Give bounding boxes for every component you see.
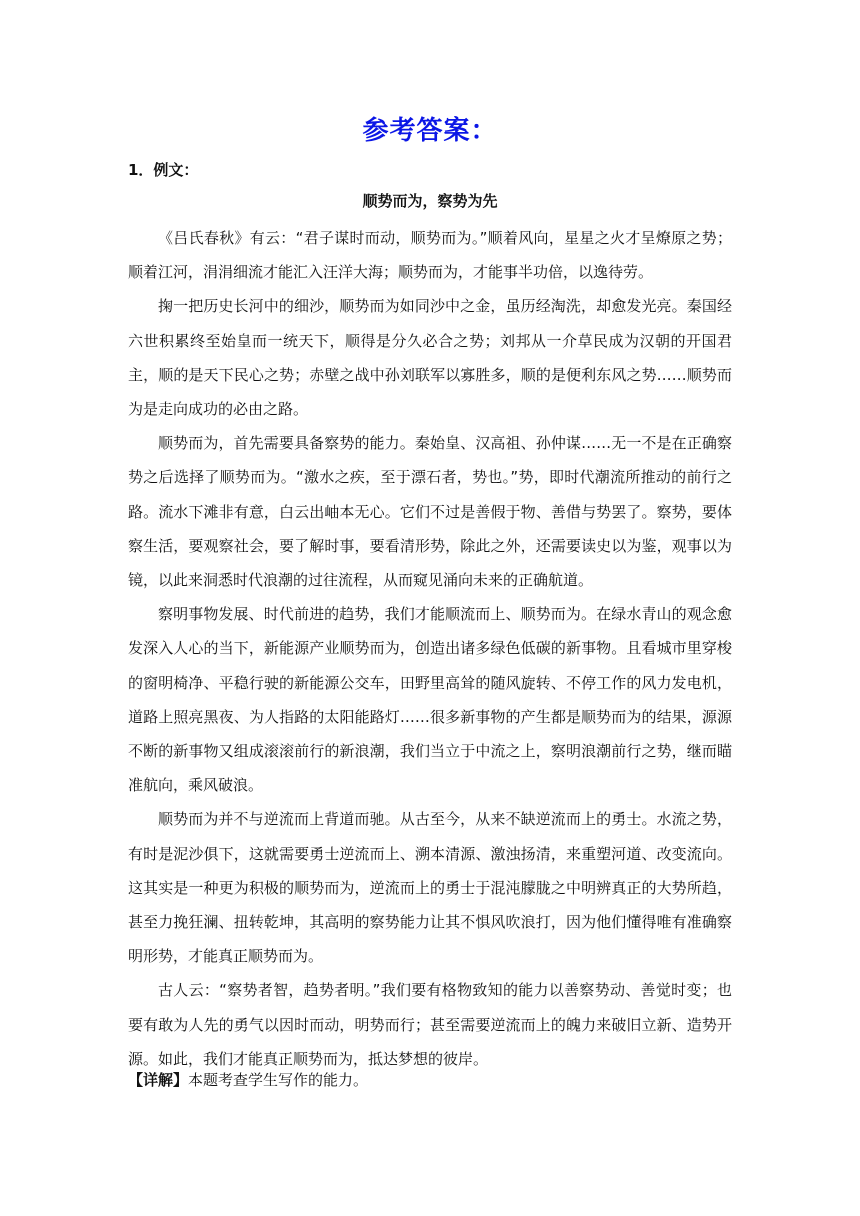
essay-title: 顺势而为，察势为先 [362,192,498,210]
essay-paragraph: 古人云：“察势者智，趋势者明。”我们要有格物致知的能力以善察势动、善觉时变；也要有敢为人先的勇气以因时而动，明势而行；甚至需要逆流而上的魄力来破旧立新、造势开源。如此，我们才能真正顺势而为，抵达梦想的彼岸。 [128,981,732,1068]
detail-tag: 【详解】 [128,1071,189,1089]
essay-paragraph: 察明事物发展、时代前进的趋势，我们才能顺流而上、顺势而为。在绿水青山的观念愈发深入人心的当下，新能源产业顺势而为，创造出诸多绿色低碳的新事物。且看城市里穿梭的窗明椅净、平稳行驶的新能源公交车，田野里高耸的随风旋转、不停工作的风力发电机，道路上照亮黑夜、为人指路的太阳能路灯……很多新事物的产生都是顺势而为的结果，源源不断的新事物又组成滚滚前行的新浪潮，我们当立于中流之上，察明浪潮前行之势，继而瞄准航向，乘风破浪。 [128,605,732,795]
detail-text: 本题考查学生写作的能力。 [188,1071,369,1089]
essay-paragraph: 掬一把历史长河中的细沙，顺势而为如同沙中之金，虽历经淘洗，却愈发光亮。秦国经六世积累终至始皇而一统天下，顺得是分久必合之势；刘邦从一介草民成为汉朝的开国君主，顺的是天下民心之势；赤壁之战中孙刘联军以寡胜多，顺的是便利东风之势……顺势而为是走向成功的必由之路。 [128,297,732,419]
essay-paragraph: 顺势而为，首先需要具备察势的能力。秦始皇、汉高祖、孙仲谋……无一不是在正确察势之后选择了顺势而为。“激水之疾，至于漂石者，势也。”势，即时代潮流所推动的前行之路。流水下滩非有意，白云出岫本无心。它们不过是善假于物、善借与势罢了。察势，要体察生活，要观察社会，要了解时事，要看清形势，除此之外，还需要读史以为鉴，观事以为镜，以此来洞悉时代浪潮的过往流程，从而窥见涌向未来的正确航道。 [128,434,732,590]
question-label: 1．例文： [128,161,199,179]
essay-body [128,221,732,1076]
essay-paragraph: 《吕氏春秋》有云：“君子谋时而动，顺势而为。”顺着风向，星星之火才呈燎原之势；顺着江河，涓涓细流才能汇入汪洋大海；顺势而为，才能事半功倍，以逸待劳。 [128,229,732,282]
essay-paragraph: 顺势而为并不与逆流而上背道而驰。从古至今，从来不缺逆流而上的勇士。水流之势，有时是泥沙俱下，这就需要勇士逆流而上、溯本清源、激浊扬清，来重塑河道、改变流向。这其实是一种更为积极的顺势而为，逆流而上的勇士于混沌朦胧之中明辨真正的大势所趋，甚至力挽狂澜、扭转乾坤，其高明的察势能力让其不惧风吹浪打，因为他们懂得唯有准确察明形势，才能真正顺势而为。 [128,810,732,966]
answer-heading: 参考答案： [362,116,498,146]
detail-explanation [128,1069,368,1090]
